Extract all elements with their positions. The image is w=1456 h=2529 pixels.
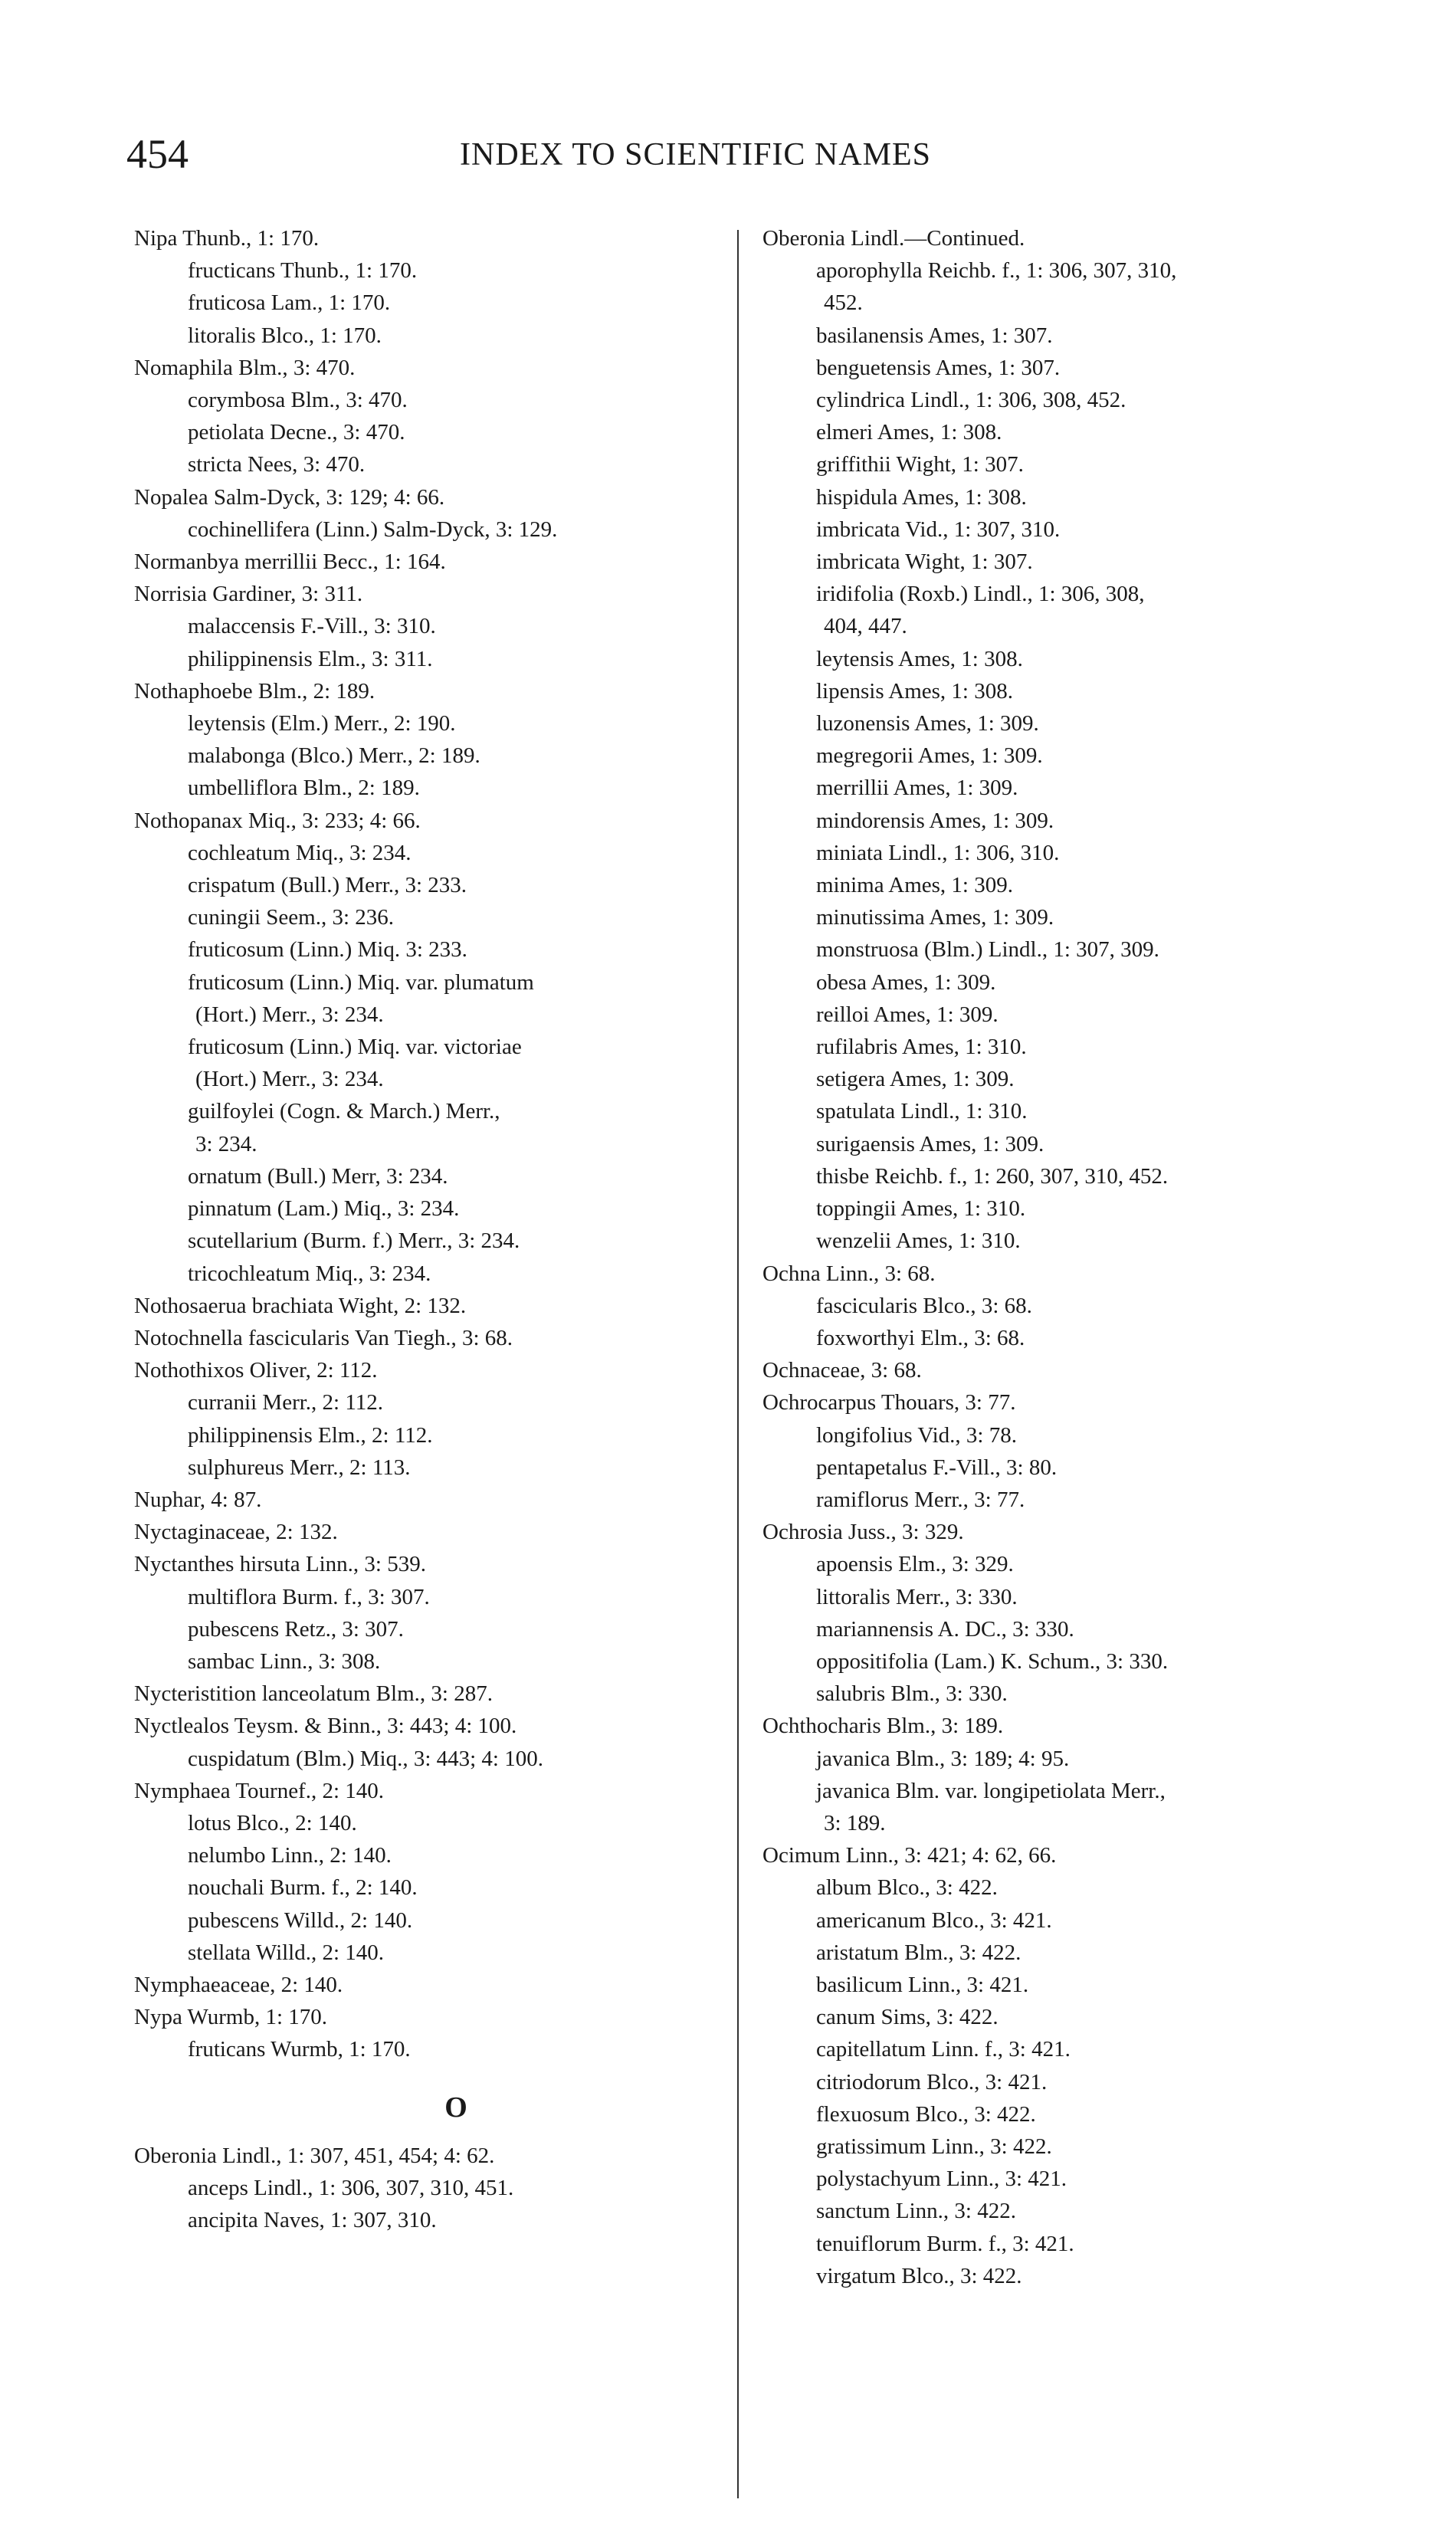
index-entry: fruticans Wurmb, 1: 170. [188,2037,411,2062]
index-entry: crispatum (Bull.) Merr., 3: 233. [188,873,467,898]
index-entry: cochinellifera (Linn.) Salm-Dyck, 3: 129. [188,517,558,542]
index-entry: stricta Nees, 3: 470. [188,452,366,477]
index-entry: pubescens Willd., 2: 140. [188,1907,413,1933]
index-entry: Ochna Linn., 3: 68. [762,1261,936,1286]
index-entry: longifolius Vid., 3: 78. [816,1422,1017,1448]
index-entry: Ochthocharis Blm., 3: 189. [762,1714,1004,1739]
index-entry: tricochleatum Miq., 3: 234. [188,1261,431,1286]
index-entry: pubescens Retz., 3: 307. [188,1616,404,1642]
index-entry: griffithii Wight, 1: 307. [816,452,1024,477]
index-entry: basilanensis Ames, 1: 307. [816,323,1053,348]
index-entry: canum Sims, 3: 422. [816,2005,999,2030]
index-entry: virgatum Blco., 3: 422. [816,2263,1022,2288]
index-entry: iridifolia (Roxb.) Lindl., 1: 306, 308, [816,582,1145,607]
index-entry: fruticosum (Linn.) Miq. var. victoriae [188,1035,522,1060]
index-entry: pentapetalus F.-Vill., 3: 80. [816,1455,1058,1480]
index-entry: lipensis Ames, 1: 308. [816,678,1013,704]
index-entry: obesa Ames, 1: 309. [816,969,996,995]
index-entry: polystachyum Linn., 3: 421. [816,2167,1067,2192]
index-entry: multiflora Burm. f., 3: 307. [188,1584,430,1609]
index-entry: imbricata Vid., 1: 307, 310. [816,517,1061,542]
index-entry: spatulata Lindl., 1: 310. [816,1099,1028,1124]
index-entry: foxworthyi Elm., 3: 68. [816,1325,1025,1350]
index-entry: philippinensis Elm., 3: 311. [188,646,433,671]
index-entry: Nyctlealos Teysm. & Binn., 3: 443; 4: 100. [134,1714,517,1739]
index-entry: americanum Blco., 3: 421. [816,1907,1052,1933]
index-entry: umbelliflora Blm., 2: 189. [188,776,420,801]
index-entry: Nymphaeaceae, 2: 140. [134,1972,343,1997]
index-entry: mindorensis Ames, 1: 309. [816,808,1054,833]
index-entry: 3: 234. [195,1131,257,1156]
index-entry: Nyctaginaceae, 2: 132. [134,1520,338,1545]
right-column [762,222,1406,2292]
index-entry: Oberonia Lindl., 1: 307, 451, 454; 4: 62. [134,2143,495,2168]
index-entry: Nothopanax Miq., 3: 233; 4: 66. [134,808,421,833]
index-entry: littoralis Merr., 3: 330. [816,1584,1018,1609]
index-entry: cochleatum Miq., 3: 234. [188,840,412,865]
index-entry: Nothosaerua brachiata Wight, 2: 132. [134,1293,467,1318]
index-entry: wenzelii Ames, 1: 310. [816,1228,1021,1254]
index-entry: fructicans Thunb., 1: 170. [188,258,418,284]
index-entry: fruticosa Lam., 1: 170. [188,290,391,316]
index-entry: petiolata Decne., 3: 470. [188,420,405,445]
index-entry: thisbe Reichb. f., 1: 260, 307, 310, 452. [816,1163,1169,1189]
index-entry: toppingii Ames, 1: 310. [816,1196,1026,1222]
index-entry: Nyctanthes hirsuta Linn., 3: 539. [134,1552,426,1577]
index-entry: cylindrica Lindl., 1: 306, 308, 452. [816,388,1126,413]
index-entry: apoensis Elm., 3: 329. [816,1552,1014,1577]
index-entry: mariannensis A. DC., 3: 330. [816,1616,1074,1642]
index-entry: 452. [824,290,863,316]
index-entry: Ocimum Linn., 3: 421; 4: 62, 66. [762,1843,1057,1868]
index-entry: javanica Blm., 3: 189; 4: 95. [816,1746,1070,1771]
index-entry: pinnatum (Lam.) Miq., 3: 234. [188,1196,460,1222]
index-entry: sanctum Linn., 3: 422. [816,2199,1016,2224]
index-entry: javanica Blm. var. longipetiolata Merr., [816,1778,1166,1803]
index-entry: flexuosum Blco., 3: 422. [816,2101,1036,2127]
left-after-entry-list [134,2140,778,2237]
index-entry: miniata Lindl., 1: 306, 310. [816,840,1060,865]
index-entry: ramiflorus Merr., 3: 77. [816,1487,1025,1512]
index-entry: aporophylla Reichb. f., 1: 306, 307, 310, [816,258,1177,284]
index-entry: sulphureus Merr., 2: 113. [188,1455,411,1480]
index-entry: Nipa Thunb., 1: 170. [134,226,320,251]
index-entry: litoralis Blco., 1: 170. [188,323,382,348]
index-entry: (Hort.) Merr., 3: 234. [195,1002,384,1027]
index-entry: setigera Ames, 1: 309. [816,1067,1015,1092]
index-entry: malaccensis F.-Vill., 3: 310. [188,614,436,639]
index-entry: fruticosum (Linn.) Miq. var. plumatum [188,969,534,995]
index-entry: rufilabris Ames, 1: 310. [816,1035,1027,1060]
index-entry: gratissimum Linn., 3: 422. [816,2134,1052,2159]
index-entry: curranii Merr., 2: 112. [188,1390,384,1415]
index-entry: leytensis (Elm.) Merr., 2: 190. [188,711,456,736]
running-head: INDEX TO SCIENTIFIC NAMES [460,137,931,172]
index-entry: hispidula Ames, 1: 308. [816,484,1027,510]
index-entry: Nycteristition lanceolatum Blm., 3: 287. [134,1681,493,1707]
index-entry: aristatum Blm., 3: 422. [816,1940,1021,1965]
index-entry: reilloi Ames, 1: 309. [816,1002,999,1027]
index-entry: megregorii Ames, 1: 309. [816,743,1043,769]
section-letter: O [444,2091,467,2124]
index-entry: Ochrocarpus Thouars, 3: 77. [762,1390,1016,1415]
index-entry: monstruosa (Blm.) Lindl., 1: 307, 309. [816,937,1159,963]
index-entry: Nymphaea Tournef., 2: 140. [134,1778,385,1803]
index-entry: Nuphar, 4: 87. [134,1487,262,1512]
left-entry-list [134,222,778,2066]
index-entry: oppositifolia (Lam.) K. Schum., 3: 330. [816,1648,1169,1674]
index-entry: 404, 447. [824,614,907,639]
index-entry: Oberonia Lindl.—Continued. [762,226,1025,251]
index-entry: fascicularis Blco., 3: 68. [816,1293,1032,1318]
index-entry: malabonga (Blco.) Merr., 2: 189. [188,743,480,769]
index-entry: benguetensis Ames, 1: 307. [816,355,1061,380]
index-entry: Ochrosia Juss., 3: 329. [762,1520,964,1545]
index-entry: cuningii Seem., 3: 236. [188,905,395,930]
index-entry: Norrisia Gardiner, 3: 311. [134,582,363,607]
index-entry: sambac Linn., 3: 308. [188,1648,381,1674]
index-entry: Nothaphoebe Blm., 2: 189. [134,678,375,704]
index-entry: anceps Lindl., 1: 306, 307, 310, 451. [188,2175,514,2200]
page-number: 454 [126,131,189,177]
index-entry: minutissima Ames, 1: 309. [816,905,1054,930]
index-entry: 3: 189. [824,1810,886,1835]
index-entry: album Blco., 3: 422. [816,1875,998,1901]
index-entry: Nomaphila Blm., 3: 470. [134,355,356,380]
index-entry: nelumbo Linn., 2: 140. [188,1843,392,1868]
index-entry: Nypa Wurmb, 1: 170. [134,2005,328,2030]
index-entry: Ochnaceae, 3: 68. [762,1358,922,1383]
index-entry: Nopalea Salm-Dyck, 3: 129; 4: 66. [134,484,445,510]
index-entry: philippinensis Elm., 2: 112. [188,1422,433,1448]
left-column [134,222,778,2236]
index-entry: scutellarium (Burm. f.) Merr., 3: 234. [188,1228,520,1254]
index-entry: imbricata Wight, 1: 307. [816,549,1033,575]
index-entry: salubris Blm., 3: 330. [816,1681,1008,1707]
index-entry: luzonensis Ames, 1: 309. [816,711,1039,736]
index-entry: Nothothixos Oliver, 2: 112. [134,1358,378,1383]
index-entry: nouchali Burm. f., 2: 140. [188,1875,418,1901]
index-entry: guilfoylei (Cogn. & March.) Merr., [188,1099,500,1124]
index-entry: Notochnella fascicularis Van Tiegh., 3: 68. [134,1325,513,1350]
index-entry: Normanbya merrillii Becc., 1: 164. [134,549,446,575]
index-entry: corymbosa Blm., 3: 470. [188,388,408,413]
right-entry-list [762,222,1406,2292]
index-entry: elmeri Ames, 1: 308. [816,420,1002,445]
index-entry: surigaensis Ames, 1: 309. [816,1131,1044,1156]
index-entry: cuspidatum (Blm.) Miq., 3: 443; 4: 100. [188,1746,543,1771]
index-entry: lotus Blco., 2: 140. [188,1810,357,1835]
index-entry: stellata Willd., 2: 140. [188,1940,385,1965]
index-entry: merrillii Ames, 1: 309. [816,776,1018,801]
index-entry: minima Ames, 1: 309. [816,873,1013,898]
index-entry: ornatum (Bull.) Merr, 3: 234. [188,1163,448,1189]
index-entry: basilicum Linn., 3: 421. [816,1972,1029,1997]
index-entry: ancipita Naves, 1: 307, 310. [188,2207,437,2232]
index-entry: leytensis Ames, 1: 308. [816,646,1023,671]
index-entry: citriodorum Blco., 3: 421. [816,2069,1048,2094]
index-entry: (Hort.) Merr., 3: 234. [195,1067,384,1092]
index-entry: fruticosum (Linn.) Miq. 3: 233. [188,937,467,963]
index-entry: tenuiflorum Burm. f., 3: 421. [816,2231,1074,2256]
index-entry: capitellatum Linn. f., 3: 421. [816,2037,1071,2062]
